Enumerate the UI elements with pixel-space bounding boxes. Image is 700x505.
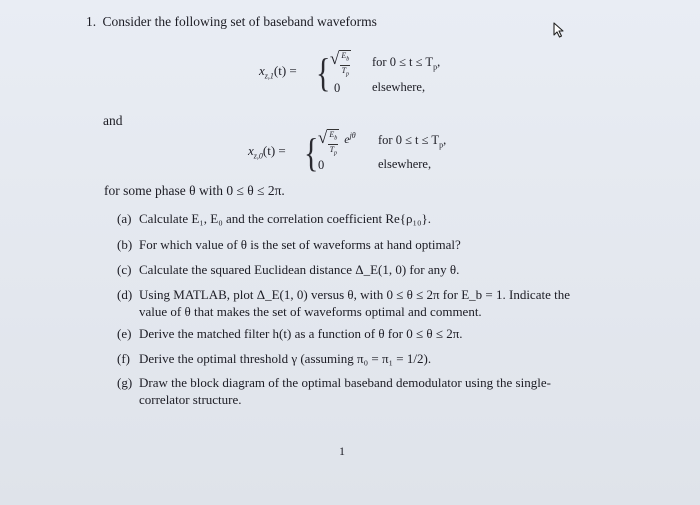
mouse-cursor-icon	[552, 22, 566, 38]
and-text: and	[103, 113, 123, 128]
part-g: (g) Draw the block diagram of the optimal baseband demodulator using the single-	[117, 375, 551, 390]
part-f: (f) Derive the optimal threshold γ (assuming π₀ = π₁ = 1/2).	[117, 351, 432, 366]
eq2-cond1: for $0 \le t \le T_p$,	[378, 133, 447, 150]
eq2-lhs: $x_{z,0}(t)$ =	[248, 143, 286, 161]
part-b: (b) For which value of θ is the set of waveforms at hand optimal?	[117, 237, 461, 252]
problem-number: 1.	[86, 14, 97, 29]
part-g-cont: correlator structure.	[139, 392, 242, 407]
eq2-brace: {	[304, 130, 319, 175]
part-a: (a) Calculate E₁, E₀ and the correlation coefficient Re{ρ₁₀}.	[117, 211, 432, 226]
part-d-cont: value of θ that makes the set of waveforms optimal and comment.	[139, 304, 482, 319]
eq2-sqrt: √ $\frac{E_b}{T_p}$ $e^{j\theta}$	[318, 128, 356, 157]
eq2-cond2: elsewhere,	[378, 157, 432, 171]
eq1-lhs: $x_{z,1}(t)$ =	[259, 63, 297, 81]
eq2-zero: 0	[318, 158, 325, 172]
phase-text: for some phase θ with 0 ≤ θ ≤ 2π.	[104, 183, 285, 198]
eq1-zero: 0	[334, 81, 341, 95]
part-d: (d) Using MATLAB, plot Δ_E(1, 0) versus θ, with 0 ≤ θ ≤ 2π for E_b = 1. Indicate the	[117, 287, 570, 302]
part-e: (e) Derive the matched filter h(t) as a function of θ for 0 ≤ θ ≤ 2π.	[117, 326, 463, 341]
eq1-cond1: for $0 \le t \le T_p$,	[372, 55, 441, 72]
problem-heading	[86, 14, 377, 30]
eq1-sqrt: √ $\frac{E_b}{T_p}$	[330, 49, 350, 78]
problem-intro: Consider the following set of baseband waveforms	[102, 14, 377, 29]
part-c: (c) Calculate the squared Euclidean distance Δ_E(1, 0) for any θ.	[117, 262, 460, 277]
eq1-cond2: elsewhere,	[372, 80, 426, 94]
page-number: 1	[339, 444, 345, 458]
eq1-brace: {	[316, 50, 331, 95]
